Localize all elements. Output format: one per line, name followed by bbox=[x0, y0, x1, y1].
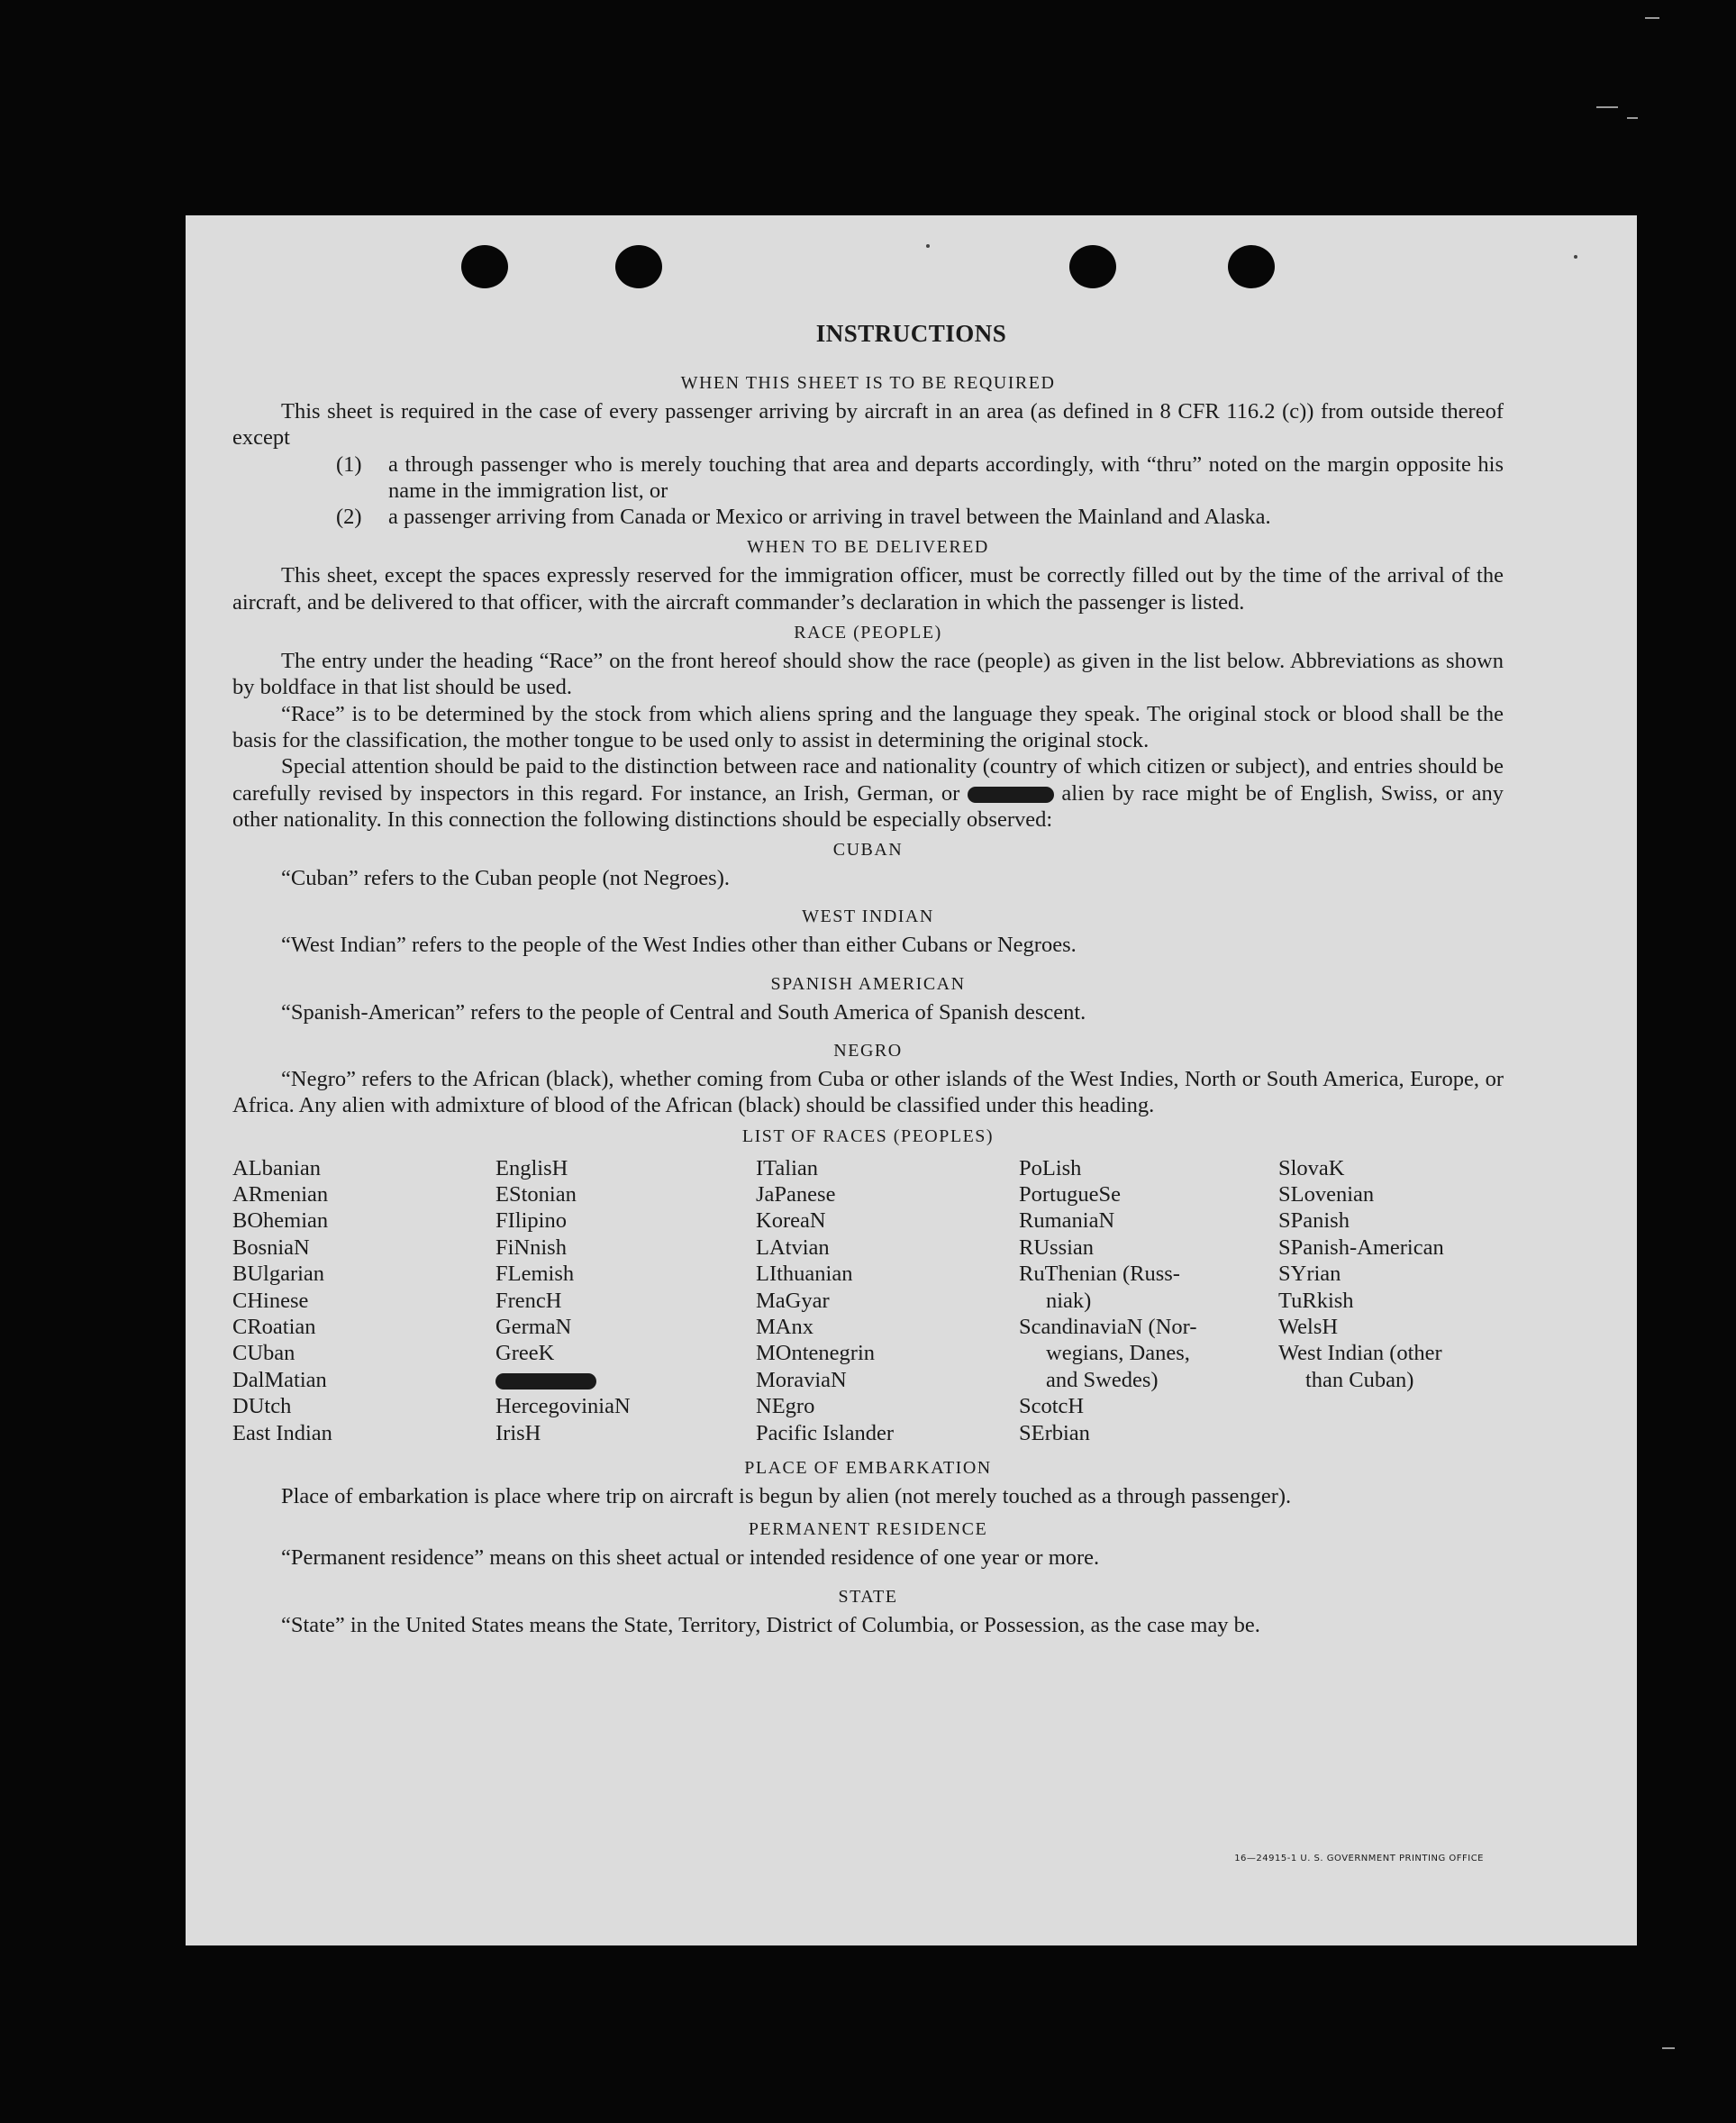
race-entry: LAtvian bbox=[756, 1235, 830, 1260]
race-entry: DalMatian bbox=[232, 1367, 327, 1392]
punch-hole bbox=[615, 245, 662, 288]
race-entry: HercegoviniaN bbox=[495, 1394, 631, 1419]
race-list bbox=[232, 1155, 1504, 1446]
race-entry: East Indian bbox=[232, 1420, 332, 1445]
race-entry: GermaN bbox=[495, 1315, 572, 1340]
race-entry: KoreaN bbox=[756, 1208, 826, 1234]
paragraph: “Race” is to be determined by the stock from which aliens spring and the language they speak. The original stock or blood shall be the basis for the classification, the mother tongue to be used only to assist in determining the original stock. bbox=[232, 701, 1504, 752]
paragraph: “Permanent residence” means on this sheet actual or intended residence of one year or more. bbox=[281, 1545, 1100, 1571]
film-mark bbox=[1627, 117, 1638, 119]
punch-hole bbox=[1069, 245, 1116, 288]
race-entry: SYrian bbox=[1278, 1262, 1341, 1287]
race-entry-redacted bbox=[495, 1367, 756, 1393]
race-entry: GreeK bbox=[495, 1341, 555, 1366]
race-entry: FrencH bbox=[495, 1288, 562, 1313]
speck bbox=[926, 244, 930, 248]
race-entry: BOhemian bbox=[232, 1208, 329, 1234]
film-mark bbox=[1662, 2047, 1675, 2049]
paragraph: “Cuban” refers to the Cuban people (not Negroes). bbox=[281, 866, 730, 891]
printing-imprint: 16—24915-1 U. S. GOVERNMENT PRINTING OFFICE bbox=[1234, 1854, 1484, 1863]
race-entry: LIthuanian bbox=[756, 1262, 853, 1287]
page-title: INSTRUCTIONS bbox=[815, 320, 1007, 347]
content bbox=[232, 366, 1504, 1638]
race-entry: ScotcH bbox=[1019, 1394, 1085, 1419]
paragraph: Place of embarkation is place where trip on aircraft is begun by alien (not merely touched as a through passenger). bbox=[281, 1484, 1292, 1509]
race-entry: MOntenegrin bbox=[756, 1341, 875, 1366]
race-entry: wegians, Danes, bbox=[1046, 1341, 1190, 1366]
race-entry: RUssian bbox=[1019, 1235, 1095, 1260]
race-entry: EStonian bbox=[495, 1182, 577, 1207]
race-entry: WelsH bbox=[1278, 1315, 1339, 1340]
item-text: a through passenger who is merely touching that area and departs accordingly, with “thru” noted on the margin opposite his name in the immigration list, or bbox=[388, 451, 1504, 503]
race-entry: and Swedes) bbox=[1046, 1367, 1159, 1392]
race-entry: FiNnish bbox=[495, 1235, 567, 1260]
race-entry: MoraviaN bbox=[756, 1367, 847, 1392]
race-entry: SPanish-American bbox=[1278, 1235, 1444, 1260]
race-entry: niak) bbox=[1046, 1288, 1092, 1313]
race-entry: CHinese bbox=[232, 1288, 309, 1313]
item-text: a passenger arriving from Canada or Mexico or arriving in travel between the Mainland and Alaska. bbox=[388, 505, 1271, 530]
race-entry: West Indian (other bbox=[1278, 1341, 1442, 1366]
paragraph: This sheet is required in the case of every passenger arriving by aircraft in an area (as defined in 8 CFR 116.2 (c)) from outside thereof except bbox=[232, 399, 1504, 451]
section-heading: RACE (PEOPLE) bbox=[794, 623, 942, 643]
race-entry: ARmenian bbox=[232, 1182, 329, 1207]
race-entry: NEgro bbox=[756, 1394, 815, 1419]
paragraph bbox=[232, 753, 1504, 833]
race-entry: Pacific Islander bbox=[756, 1420, 895, 1445]
paragraph: “State” in the United States means the State, Territory, District of Columbia, or Possession, as the case may be. bbox=[281, 1612, 1260, 1637]
section-heading: CUBAN bbox=[832, 840, 904, 861]
race-entry: SLovenian bbox=[1278, 1182, 1375, 1207]
item-number: (1) bbox=[336, 451, 362, 477]
instruction-sheet bbox=[186, 215, 1637, 1945]
section-heading: PERMANENT RESIDENCE bbox=[748, 1519, 988, 1540]
race-entry: PoLish bbox=[1019, 1155, 1082, 1180]
section-heading: STATE bbox=[838, 1586, 898, 1607]
race-entry: CRoatian bbox=[232, 1315, 316, 1340]
race-entry: MAnx bbox=[756, 1315, 813, 1340]
race-entry: ALbanian bbox=[232, 1155, 321, 1180]
race-column bbox=[232, 1155, 495, 1446]
section-heading: WHEN THIS SHEET IS TO BE REQUIRED bbox=[680, 373, 1056, 393]
race-column bbox=[1278, 1155, 1444, 1446]
race-entry: ITalian bbox=[756, 1155, 819, 1180]
paragraph: The entry under the heading “Race” on the front hereof should show the race (people) as given in the list below. Abbreviations as shown by boldface in that list should be used. bbox=[232, 649, 1504, 700]
race-entry: SlovaK bbox=[1278, 1155, 1345, 1180]
race-entry: TuRkish bbox=[1278, 1288, 1354, 1313]
punch-hole bbox=[1228, 245, 1275, 288]
redaction-mark bbox=[968, 787, 1054, 803]
section-heading: WHEN TO BE DELIVERED bbox=[747, 537, 989, 558]
section-heading: WEST INDIAN bbox=[802, 907, 934, 927]
race-column bbox=[756, 1155, 1019, 1446]
section-heading: PLACE OF EMBARKATION bbox=[744, 1458, 992, 1479]
race-entry: EnglisH bbox=[495, 1155, 568, 1180]
film-mark bbox=[1645, 17, 1659, 19]
race-entry: MaGyar bbox=[756, 1288, 830, 1313]
redaction-mark bbox=[495, 1373, 596, 1390]
race-column bbox=[1019, 1155, 1278, 1446]
race-entry: SErbian bbox=[1019, 1420, 1090, 1445]
paragraph-part: alien by race might be of English, Swiss, or any other nationality. In this connection the following distinctions should be especially observed: bbox=[232, 780, 1504, 832]
race-entry: RumaniaN bbox=[1019, 1208, 1115, 1234]
section-heading: NEGRO bbox=[833, 1041, 903, 1062]
paragraph: “West Indian” refers to the people of the West Indies other than either Cubans or Negroes. bbox=[281, 933, 1077, 958]
race-entry: ScandinaviaN (Nor- bbox=[1019, 1315, 1197, 1340]
race-entry: FLemish bbox=[495, 1262, 575, 1287]
race-entry: FIlipino bbox=[495, 1208, 567, 1234]
race-entry: BUlgarian bbox=[232, 1262, 325, 1287]
item-number: (2) bbox=[336, 505, 362, 530]
race-entry: SPanish bbox=[1278, 1208, 1350, 1234]
paragraph: This sheet, except the spaces expressly reserved for the immigration officer, must be correctly filled out by the time of the arrival of the aircraft, and be delivered to that officer, with the aircraft commander’s declaration in which the passenger is listed. bbox=[232, 563, 1504, 615]
section-heading: LIST OF RACES (PEOPLES) bbox=[741, 1125, 995, 1146]
list-item bbox=[336, 504, 1504, 530]
race-entry: RuThenian (Russ- bbox=[1019, 1262, 1180, 1287]
race-entry: BosniaN bbox=[232, 1235, 310, 1260]
race-entry: DUtch bbox=[232, 1394, 292, 1419]
punch-hole bbox=[461, 245, 508, 288]
race-entry: CUban bbox=[232, 1341, 295, 1366]
race-entry: JaPanese bbox=[756, 1182, 836, 1207]
section-heading: SPANISH AMERICAN bbox=[770, 973, 966, 994]
film-mark bbox=[1596, 106, 1618, 108]
paragraph: “Spanish-American” refers to the people of Central and South America of Spanish descent. bbox=[281, 999, 1086, 1025]
race-entry: IrisH bbox=[495, 1420, 541, 1445]
race-entry: PortugueSe bbox=[1019, 1182, 1121, 1207]
paragraph-part: Special attention should be paid to the distinction between race and nationality (country of which citizen or subject), and entries should be carefully revised by inspectors in this regard. For instance, an Irish, German, or bbox=[232, 754, 1504, 806]
paragraph: “Negro” refers to the African (black), whether coming from Cuba or other islands of the West Indies, North or South America, Europe, or Africa. Any alien with admixture of blood of the African (black) should be classified under this heading. bbox=[232, 1067, 1504, 1118]
list-item bbox=[336, 451, 1504, 505]
speck bbox=[1574, 255, 1577, 259]
race-entry: than Cuban) bbox=[1305, 1367, 1414, 1392]
race-column bbox=[495, 1155, 756, 1446]
